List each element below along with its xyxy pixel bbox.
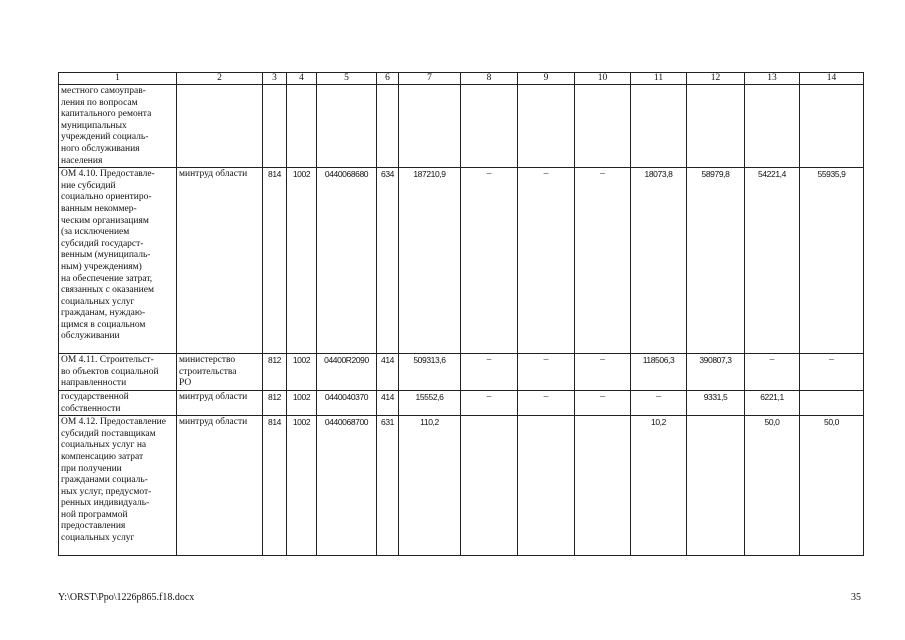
row-description: ОМ 4.10. Предоставле- ние субсидий социально ориентиро- ванным некоммер- ческим организациям (за исключением субсидий государст- венным (муниципаль- ным) учреждениям) на обеспечение затрат, связанных с оказанием социальных услуг гражданам, нуждаю- щимся в социальном обслуживании bbox=[59, 168, 177, 354]
footer-file-path: Y:\ORST\Ppo\1226p865.f18.docx bbox=[58, 592, 195, 603]
table-cell: 110,2 bbox=[399, 416, 461, 556]
page-number: 35 bbox=[851, 592, 861, 603]
table-cell bbox=[377, 85, 399, 168]
table-cell: 04400R2090 bbox=[317, 354, 377, 391]
table-cell: 814 bbox=[263, 168, 287, 354]
table-cell bbox=[461, 416, 518, 556]
header-cell: 4 bbox=[287, 73, 317, 85]
table-cell: 9331,5 bbox=[687, 390, 745, 415]
table-cell: 10,2 bbox=[631, 416, 687, 556]
table-cell: 54221,4 bbox=[745, 168, 800, 354]
table-cell: 6221,1 bbox=[745, 390, 800, 415]
table-cell: – bbox=[518, 168, 575, 354]
row-executor: минтруд области bbox=[177, 168, 263, 354]
table-cell bbox=[287, 85, 317, 168]
table-cell: 414 bbox=[377, 390, 399, 415]
table-cell: 0440068700 bbox=[317, 416, 377, 556]
table-cell bbox=[575, 85, 631, 168]
table-cell: 15552,6 bbox=[399, 390, 461, 415]
table-cell bbox=[263, 85, 287, 168]
table-cell: 55935,9 bbox=[800, 168, 864, 354]
table-cell: 1002 bbox=[287, 416, 317, 556]
header-cell: 14 bbox=[800, 73, 864, 85]
table-cell bbox=[177, 85, 263, 168]
row-description: ОМ 4.11. Строительст- во объектов социальной направленности bbox=[59, 354, 177, 391]
header-cell: 13 bbox=[745, 73, 800, 85]
table-row bbox=[59, 390, 864, 415]
header-cell: 3 bbox=[263, 73, 287, 85]
table-cell: 50,0 bbox=[745, 416, 800, 556]
header-cell: 6 bbox=[377, 73, 399, 85]
table-cell: 1002 bbox=[287, 390, 317, 415]
row-description: местного самоуправ- ления по вопросам капитального ремонта муниципальных учреждений социаль- ного обслуживания населения bbox=[59, 85, 177, 168]
table-cell: – bbox=[631, 390, 687, 415]
table-cell bbox=[687, 85, 745, 168]
header-cell: 9 bbox=[518, 73, 575, 85]
table-cell: 812 bbox=[263, 390, 287, 415]
table-cell: 58979,8 bbox=[687, 168, 745, 354]
header-cell: 5 bbox=[317, 73, 377, 85]
table-cell: 187210,9 bbox=[399, 168, 461, 354]
table-cell: 50,0 bbox=[800, 416, 864, 556]
row-description: государственной собственности bbox=[59, 390, 177, 415]
table-row bbox=[59, 416, 864, 556]
table-cell: 1002 bbox=[287, 168, 317, 354]
table-cell: – bbox=[575, 168, 631, 354]
table-cell: – bbox=[800, 354, 864, 391]
table-cell: – bbox=[575, 354, 631, 391]
header-cell: 7 bbox=[399, 73, 461, 85]
table-cell bbox=[745, 85, 800, 168]
table-cell: – bbox=[575, 390, 631, 415]
table-cell bbox=[575, 416, 631, 556]
table-cell: – bbox=[461, 354, 518, 391]
header-row bbox=[59, 73, 864, 85]
header-cell: 10 bbox=[575, 73, 631, 85]
row-executor: министерство строительства РО bbox=[177, 354, 263, 391]
table-cell bbox=[399, 85, 461, 168]
table-row bbox=[59, 168, 864, 354]
header-cell: 11 bbox=[631, 73, 687, 85]
table-cell bbox=[687, 416, 745, 556]
header-cell: 2 bbox=[177, 73, 263, 85]
table-cell: 814 bbox=[263, 416, 287, 556]
table-cell bbox=[461, 85, 518, 168]
table-cell: 0440068680 bbox=[317, 168, 377, 354]
table-cell: – bbox=[745, 354, 800, 391]
table-cell bbox=[631, 85, 687, 168]
table-cell: – bbox=[461, 390, 518, 415]
table-cell: 0440040370 bbox=[317, 390, 377, 415]
row-executor: минтруд области bbox=[177, 416, 263, 556]
table-cell: – bbox=[461, 168, 518, 354]
table-cell bbox=[317, 85, 377, 168]
header-cell: 8 bbox=[461, 73, 518, 85]
budget-table bbox=[58, 72, 864, 556]
header-cell: 12 bbox=[687, 73, 745, 85]
table-cell: 634 bbox=[377, 168, 399, 354]
table-cell: 118506,3 bbox=[631, 354, 687, 391]
table-cell: 390807,3 bbox=[687, 354, 745, 391]
table-row bbox=[59, 354, 864, 391]
table-cell: 18073,8 bbox=[631, 168, 687, 354]
table-cell: 631 bbox=[377, 416, 399, 556]
table-cell bbox=[518, 416, 575, 556]
table-cell: 812 bbox=[263, 354, 287, 391]
table-cell bbox=[800, 390, 864, 415]
table-cell bbox=[518, 85, 575, 168]
row-executor: минтруд области bbox=[177, 390, 263, 415]
table-row bbox=[59, 85, 864, 168]
table-cell: 414 bbox=[377, 354, 399, 391]
row-description: ОМ 4.12. Предоставление субсидий поставщикам социальных услуг на компенсацию затрат при получении гражданами социаль- ных услуг, предусмот- ренных индивидуаль- ной программой предоставления социальных услуг bbox=[59, 416, 177, 556]
table-cell: 509313,6 bbox=[399, 354, 461, 391]
table-cell: – bbox=[518, 390, 575, 415]
header-cell: 1 bbox=[59, 73, 177, 85]
table-cell bbox=[800, 85, 864, 168]
table-cell: 1002 bbox=[287, 354, 317, 391]
table-cell: – bbox=[518, 354, 575, 391]
